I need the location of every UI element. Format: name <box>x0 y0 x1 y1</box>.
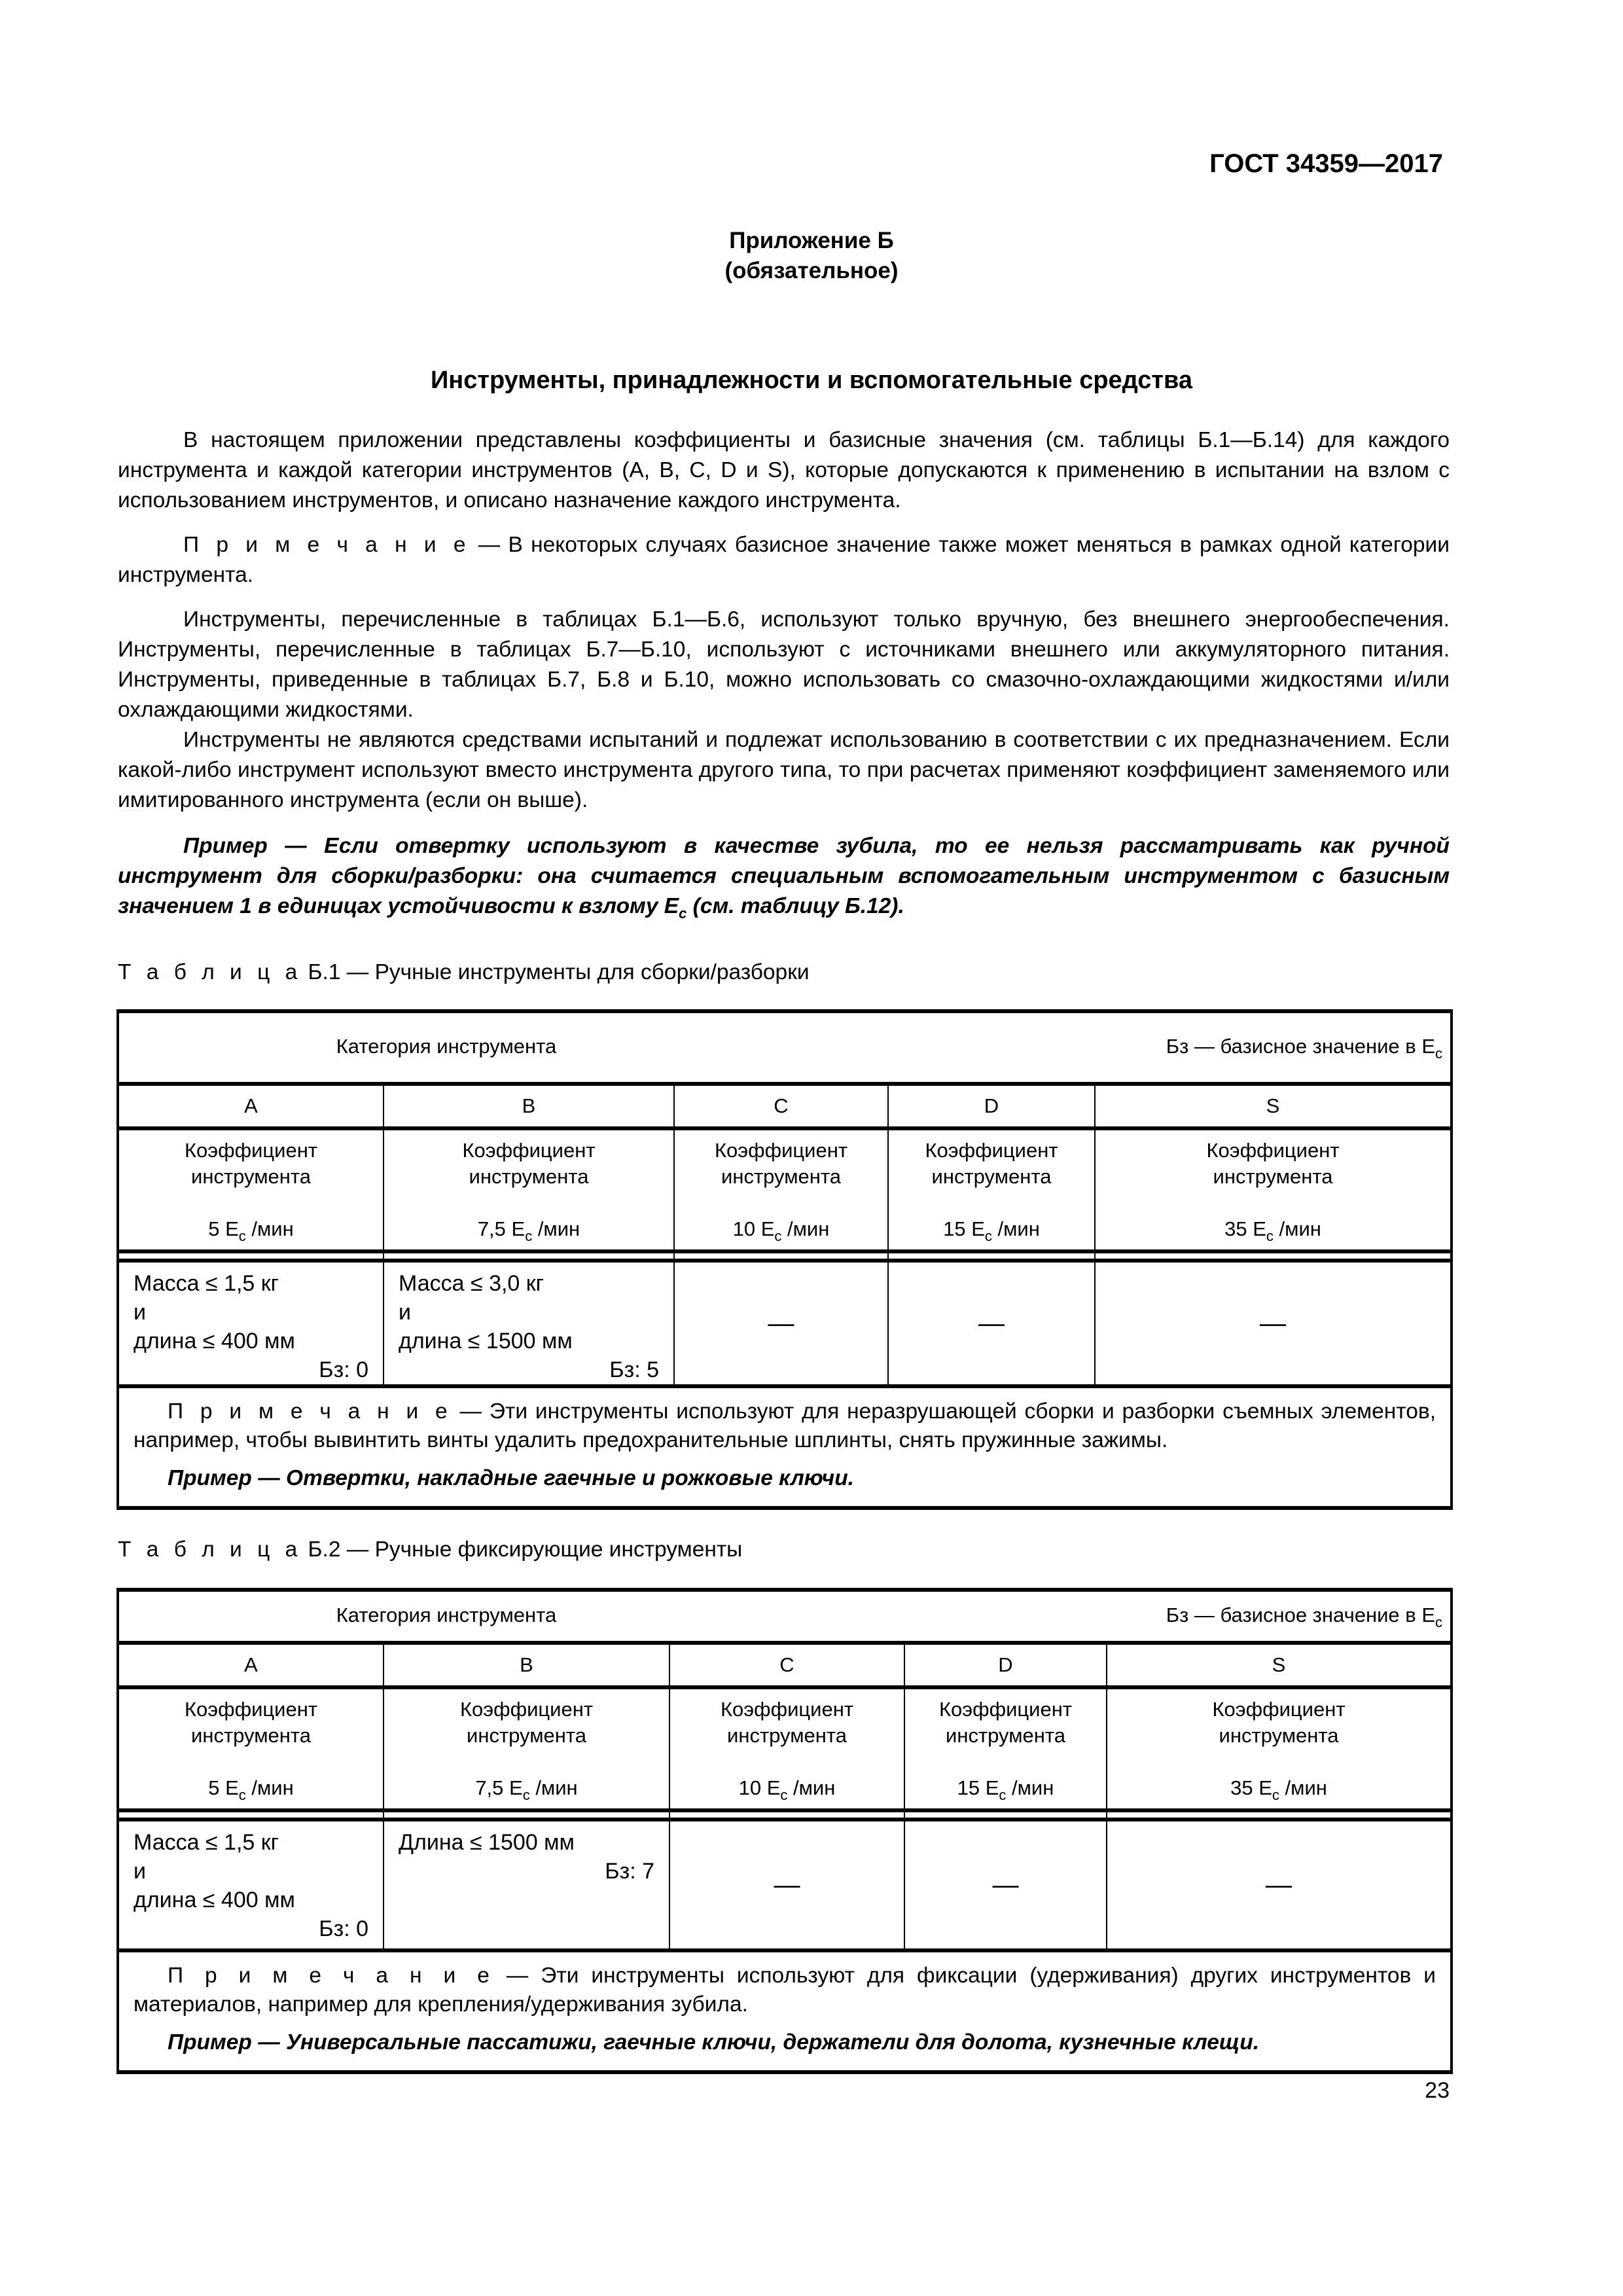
note-cell <box>118 1386 1452 1508</box>
coef-label: Коэффициент <box>1206 1139 1340 1162</box>
coef-label: Коэффициент <box>1212 1698 1346 1721</box>
paragraph-1: В настоящем приложении представлены коэффициенты и базисные значения (см. таблицы Б.1—Б.14) для каждого инструмента и каждой категории инструментов (A, B, C, D и S), которые допускаются к применению в испытании на взлом с использованием инструментов, и описано назначение каждого инструмента. <box>118 428 1450 512</box>
category-d: D <box>904 1643 1107 1687</box>
category-c: C <box>674 1084 888 1128</box>
cell-c: — <box>669 1820 904 1950</box>
coef-label-2: инструмента <box>469 1165 589 1188</box>
example-text-end: (см. таблицу Б.12). <box>687 894 904 918</box>
note-text: — Эти инструменты используют для фиксации (удерживания) других инструментов и материалов, например для крепления/удерживания зубила. <box>134 1964 1436 2017</box>
note-paragraph <box>118 530 1450 590</box>
coef-d <box>888 1128 1095 1251</box>
paragraph-2-block <box>118 605 1450 816</box>
bz-value: Бз: 0 <box>319 1357 368 1382</box>
header-bz-sub: c <box>1435 1613 1443 1630</box>
coef-b <box>383 1687 669 1810</box>
rate: 5 $E_c$ /мин <box>208 1217 294 1244</box>
coef-label-2: инструмента <box>721 1165 841 1188</box>
note-label: П р и м е ч а н и е <box>183 533 471 557</box>
category-a: A <box>118 1084 383 1128</box>
note-text: — В некоторых случаях базисное значение также может меняться в рамках одной категории инструмента. <box>118 533 1450 587</box>
table-caption-text: Б.2 — Ручные фиксирующие инструменты <box>302 1537 743 1562</box>
coef-c <box>669 1687 904 1810</box>
cell-c: — <box>674 1261 888 1386</box>
category-b: B <box>383 1084 674 1128</box>
header-bz-text: Бз — базисное значение в E <box>1166 1603 1436 1626</box>
appendix-status: (обязательное) <box>724 258 899 283</box>
coef-label-2: инструмента <box>467 1724 586 1747</box>
rate: 5 $E_c$ /мин <box>208 1776 294 1803</box>
rate: 7,5 $E_c$ /мин <box>477 1217 580 1244</box>
coef-label: Коэффициент <box>720 1698 854 1721</box>
coef-label-2: инструмента <box>1219 1724 1339 1747</box>
cell-b: Масса ≤ 3,0 кг и длина ≤ 1500 мм Бз: 5 <box>383 1261 674 1386</box>
table-note <box>134 1962 1436 2019</box>
coef-label: Коэффициент <box>459 1698 594 1721</box>
header-bz-sub: c <box>1435 1045 1443 1062</box>
double-separator <box>118 1810 1452 1820</box>
header-category: Категория инструмента <box>336 1603 557 1626</box>
note-label: П р и м е ч а н и е <box>168 1399 452 1424</box>
category-s: S <box>1095 1084 1452 1128</box>
coef-a <box>118 1128 383 1251</box>
rate: 35 $E_c$ /мин <box>1230 1776 1327 1803</box>
category-row <box>118 1084 1452 1128</box>
category-row <box>118 1643 1452 1687</box>
cell-d: — <box>888 1261 1095 1386</box>
rate: 15 $E_c$ /мин <box>943 1217 1040 1244</box>
coef-label: Коэффициент <box>925 1139 1058 1162</box>
coef-label: Коэффициент <box>462 1139 596 1162</box>
page-number: 23 <box>1425 2078 1450 2103</box>
double-separator <box>118 1251 1452 1261</box>
coef-label-2: инструмента <box>727 1724 847 1747</box>
cell-b: Длина ≤ 1500 мм Бз: 7 <box>383 1820 669 1950</box>
coef-label-2: инструмента <box>191 1165 311 1188</box>
appendix-title: Приложение Б <box>729 228 894 253</box>
note-row <box>118 1950 1452 2072</box>
rate: 7,5 $E_c$ /мин <box>475 1776 578 1803</box>
coefficient-row <box>118 1128 1452 1251</box>
note-text: — Эти инструменты используют для неразрушающей сборки и разборки съемных элементов, например, чтобы вывинтить винты удалить предохранительные шплинты, снять пружинные зажимы. <box>134 1399 1436 1452</box>
coef-label: Коэффициент <box>184 1139 318 1162</box>
cell-a: Масса ≤ 1,5 кг и длина ≤ 400 мм Бз: 0 <box>118 1261 383 1386</box>
coef-label-2: инструмента <box>1213 1165 1333 1188</box>
coefficient-row <box>118 1687 1452 1810</box>
coef-label-2: инструмента <box>946 1724 1065 1747</box>
header-cell <box>118 1590 1452 1643</box>
table-caption-label: Т а б л и ц а <box>118 1537 302 1562</box>
coef-d <box>904 1687 1107 1810</box>
rate: 15 $E_c$ /мин <box>957 1776 1054 1803</box>
cell-d: — <box>904 1820 1107 1950</box>
cell-s: — <box>1107 1820 1452 1950</box>
data-row <box>118 1820 1452 1950</box>
table-2-caption <box>118 1537 742 1562</box>
standard-number: ГОСТ 34359—2017 <box>1209 149 1443 178</box>
note-label: П р и м е ч а н и е <box>168 1964 494 1988</box>
coef-label-2: инструмента <box>931 1165 1052 1188</box>
bz-value: Бз: 7 <box>605 1859 654 1884</box>
coef-label: Коэффициент <box>714 1139 848 1162</box>
coef-a <box>118 1687 383 1810</box>
header-category: Категория инструмента <box>336 1034 557 1058</box>
table-header-row <box>118 1011 1452 1084</box>
intro-paragraph <box>118 425 1450 516</box>
table-1-caption <box>118 960 810 985</box>
coef-label: Коэффициент <box>938 1698 1073 1721</box>
cell-s: — <box>1095 1261 1452 1386</box>
bz-value: Бз: 0 <box>319 1916 368 1941</box>
coef-label-2: инструмента <box>191 1724 311 1747</box>
coef-b <box>383 1128 674 1251</box>
table-1 <box>116 1009 1453 1510</box>
coef-s <box>1107 1687 1452 1810</box>
note-row <box>118 1386 1452 1508</box>
header-bz <box>1166 1034 1443 1062</box>
coef-label: Коэффициент <box>184 1698 318 1721</box>
category-d: D <box>888 1084 1095 1128</box>
table-note <box>134 1397 1436 1455</box>
coef-s <box>1095 1128 1452 1251</box>
paragraph-2: Инструменты, перечисленные в таблицах Б.1—Б.6, используют только вручную, без внешнего энергообеспечения. Инструменты, перечисленные в таблицах Б.7—Б.10, используют с источниками внешнего или аккумуляторного питания. Инструменты, приведенные в таблицах Б.7, Б.8 и Б.10, можно использовать со смазочно-охлаждающими жидкостями и/или охлаждающими жидкостями. <box>118 607 1450 722</box>
table-caption-label: Т а б л и ц а <box>118 960 302 984</box>
example-subscript: c <box>679 905 687 922</box>
category-b: B <box>383 1643 669 1687</box>
paragraph-3: Инструменты не являются средствами испытаний и подлежат использованию в соответствии с их предназначением. Если какой-либо инструмент используют вместо инструмента другого типа, то при расчетах применяют коэффициент заменяемого или имитированного инструмента (если он выше). <box>118 728 1450 812</box>
header-bz-text: Бз — базисное значение в E <box>1166 1034 1436 1058</box>
appendix-heading <box>0 226 1623 286</box>
example-block <box>118 831 1450 922</box>
coef-c <box>674 1128 888 1251</box>
table-2 <box>116 1588 1453 2074</box>
rate: 35 $E_c$ /мин <box>1224 1217 1321 1244</box>
note-cell <box>118 1950 1452 2072</box>
table-caption-text: Б.1 — Ручные инструменты для сборки/разборки <box>302 960 810 984</box>
header-cell <box>118 1011 1452 1084</box>
data-row <box>118 1261 1452 1386</box>
category-c: C <box>669 1643 904 1687</box>
example-text: Пример — Если отвертку используют в качестве зубила, то ее нельзя рассматривать как ручной инструмент для сборки/разборки: она считается специальным вспомогательным инструментом с базисным значением 1 в единицах устойчивости к взлому E <box>118 834 1450 918</box>
section-title: Инструменты, принадлежности и вспомогательные средства <box>430 367 1193 394</box>
bz-value: Бз: 5 <box>609 1357 659 1382</box>
table-header-row <box>118 1590 1452 1643</box>
category-a: A <box>118 1643 383 1687</box>
rate: 10 $E_c$ /мин <box>732 1217 830 1244</box>
header-bz <box>1166 1603 1443 1630</box>
table-example: Пример — Универсальные пассатижи, гаечные ключи, держатели для долота, кузнечные клещи. <box>168 2030 1260 2054</box>
example-paragraph <box>118 831 1450 922</box>
category-s: S <box>1107 1643 1452 1687</box>
cell-a: Масса ≤ 1,5 кг и длина ≤ 400 мм Бз: 0 <box>118 1820 383 1950</box>
rate: 10 $E_c$ /мин <box>738 1776 836 1803</box>
table-example: Пример — Отвертки, накладные гаечные и рожковые ключи. <box>168 1466 854 1490</box>
intro-note <box>118 530 1450 590</box>
